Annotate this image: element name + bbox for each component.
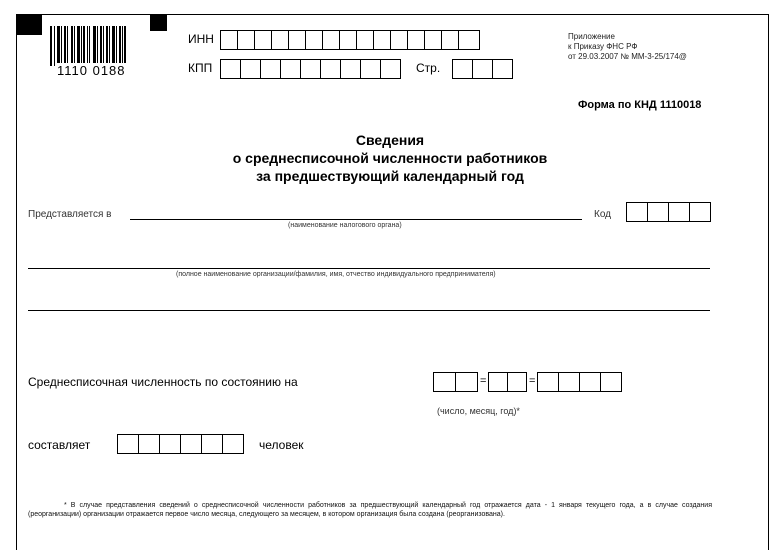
- date-separator-2: =: [529, 375, 536, 387]
- date-year-input[interactable]: [537, 372, 622, 392]
- date-month-input[interactable]: [488, 372, 527, 392]
- amount-label: составляет: [28, 438, 91, 452]
- page-border-top: [16, 14, 769, 15]
- tax-authority-input[interactable]: [130, 219, 582, 220]
- barcode: [50, 26, 126, 66]
- date-caption: (число, месяц, год)*: [437, 406, 520, 416]
- inn-label: ИНН: [188, 32, 214, 46]
- unit-label: человек: [259, 438, 304, 452]
- page-title: Сведения о среднесписочной численности работников за предшествующий календарный год: [232, 132, 548, 184]
- submitted-to-label: Представляется в: [28, 209, 112, 220]
- code-label: Код: [594, 209, 612, 220]
- inn-input[interactable]: [220, 30, 480, 50]
- page-label: Стр.: [416, 61, 441, 75]
- date-day-input[interactable]: [433, 372, 478, 392]
- page-border-left: [16, 14, 17, 550]
- corner-marker-right: [150, 14, 167, 31]
- page-border-right: [768, 14, 769, 550]
- form-code: Форма по КНД 1110018: [578, 99, 702, 111]
- page-number-input[interactable]: [452, 59, 513, 79]
- org-name-caption: (полное наименование организации/фамилия, имя, отчество индивидуального предпринимателя): [176, 271, 496, 278]
- tax-authority-caption: (наименование налогового органа): [288, 222, 402, 229]
- kpp-input[interactable]: [220, 59, 401, 79]
- kpp-label: КПП: [188, 61, 213, 75]
- date-separator: =: [480, 375, 487, 387]
- org-name-input-line2[interactable]: [28, 310, 710, 311]
- headcount-value-input[interactable]: [117, 434, 244, 454]
- tax-authority-code-input[interactable]: [626, 202, 711, 222]
- org-name-input[interactable]: [28, 268, 710, 269]
- headcount-label: Среднесписочная численность по состоянию на: [28, 375, 298, 389]
- footnote: * В случае представления сведений о среднесписочной численности работников за предшествующий календарный год отражается дата - 1 января текущего года, а в случае создания (реорганизации) организации отражается первое число месяца, следующего за месяцем, в котором организация была создана (реорганизована).: [28, 502, 712, 518]
- barcode-number: 1110 0188: [57, 63, 126, 78]
- corner-marker-left: [16, 14, 42, 35]
- appendix-note: Приложение к Приказу ФНС РФ от 29.03.2007 № ММ-3-25/174@: [568, 32, 687, 61]
